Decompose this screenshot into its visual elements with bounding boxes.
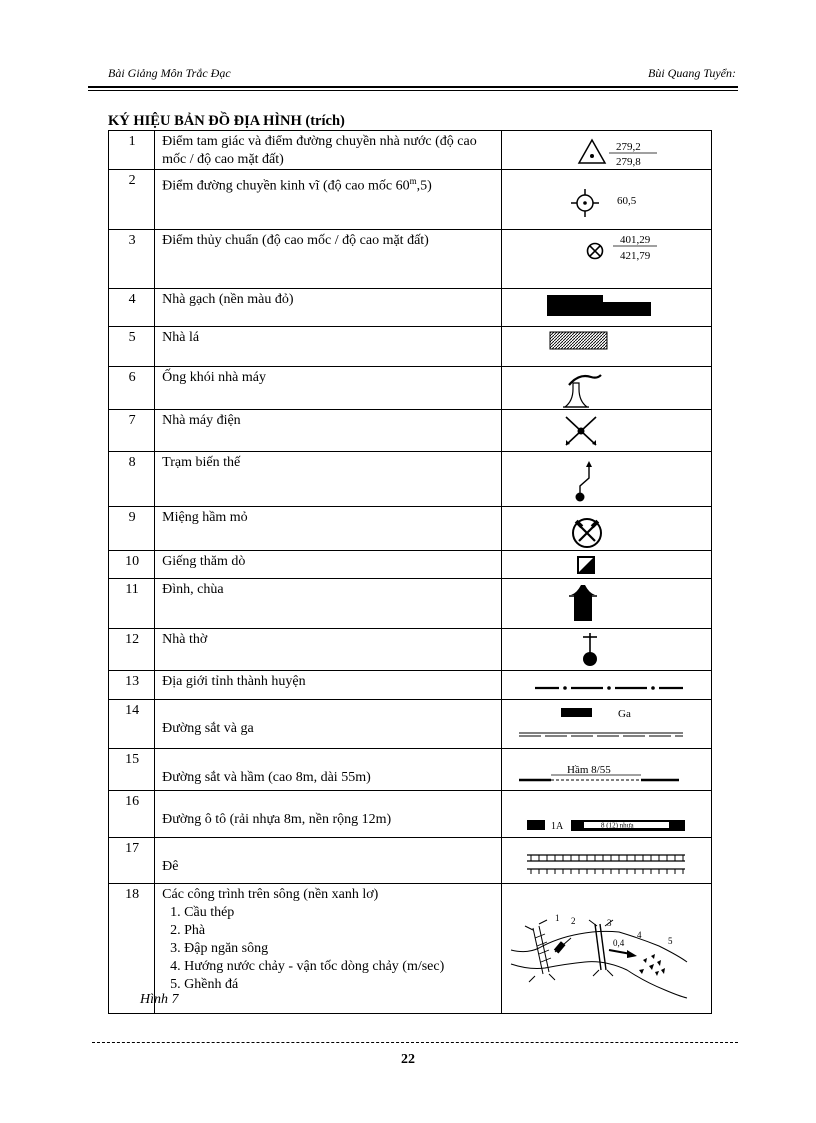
row-number: 10 — [109, 551, 155, 579]
list-item: 1. Cầu thép — [170, 905, 235, 920]
row-description — [155, 838, 502, 884]
figure-caption: Hình 7 — [140, 992, 179, 1007]
symbol-label: Hầm 8/55 — [566, 764, 611, 776]
row-symbol — [501, 410, 711, 452]
table-title: KÝ HIỆU BẢN ĐỒ ĐỊA HÌNH (trích) — [108, 113, 345, 129]
thatched-house-icon — [509, 329, 705, 366]
table-row — [109, 507, 712, 551]
structure-label: 5 — [667, 936, 673, 946]
symbol-label: 1A — [550, 821, 564, 832]
pagoda-icon — [509, 581, 705, 628]
row-number: 3 — [109, 230, 155, 289]
row-symbol — [501, 671, 711, 700]
row-symbol — [501, 838, 711, 884]
desc-superscript: m — [409, 176, 417, 186]
row-number: 9 — [109, 507, 155, 551]
table-row — [109, 791, 712, 838]
benchmark-icon — [509, 232, 705, 288]
triangulation-point-icon — [509, 133, 705, 169]
list-item: 5. Ghềnh đá — [170, 977, 239, 992]
row-number: 8 — [109, 452, 155, 507]
transformer-station-icon — [509, 454, 705, 506]
row-number: 15 — [109, 749, 155, 791]
church-icon — [509, 631, 705, 670]
row-description: Địa giới tỉnh thành huyện — [155, 671, 502, 700]
traverse-point-icon — [509, 172, 705, 229]
table-row — [109, 289, 712, 327]
structure-label: 1 — [554, 913, 560, 923]
page-number: 22 — [401, 1052, 415, 1067]
row-description: Điểm thủy chuẩn (độ cao mốc / độ cao mặt đất) — [155, 230, 502, 289]
row-description: Giếng thăm dò — [155, 551, 502, 579]
row-number: 2 — [109, 170, 155, 230]
row-symbol — [501, 884, 711, 1014]
factory-chimney-icon — [509, 369, 705, 409]
symbol-label: Ga — [617, 708, 631, 720]
table-row — [109, 131, 712, 170]
row-number: 17 — [109, 838, 155, 884]
table-row — [109, 230, 712, 289]
row-description — [155, 700, 502, 749]
row-description — [155, 791, 502, 838]
row-symbol — [501, 131, 711, 170]
table-row — [109, 452, 712, 507]
symbol-label: 8 (12) nhựa — [600, 821, 634, 830]
list-item: 2. Phà — [170, 923, 206, 938]
desc-text: ,5) — [416, 178, 432, 194]
row-number: 14 — [109, 700, 155, 749]
row-symbol — [501, 551, 711, 579]
footer-rule — [92, 1042, 738, 1043]
table-row — [109, 327, 712, 367]
table-row — [109, 410, 712, 452]
header-rule — [88, 86, 738, 91]
desc-text: Đường ô tô (rải nhựa 8m, nền rộng 12m) — [162, 812, 392, 827]
row-symbol — [501, 367, 711, 410]
row-number: 5 — [109, 327, 155, 367]
row-description: Điểm tam giác và điểm đường chuyền nhà nước (độ cao mốc / độ cao mặt đất) — [155, 131, 502, 170]
desc-text: Đê — [162, 859, 179, 874]
row-symbol — [501, 170, 711, 230]
row-symbol — [501, 289, 711, 327]
header-course-title: Bài Giảng Môn Trắc Đạc — [108, 66, 231, 80]
power-plant-icon — [509, 412, 705, 451]
railway-tunnel-icon — [509, 751, 705, 790]
table-row — [109, 367, 712, 410]
symbol-value: 60,5 — [616, 195, 637, 207]
table-row — [109, 579, 712, 629]
table-row — [109, 170, 712, 230]
list-item: 3. Đập ngăn sông — [170, 941, 269, 956]
row-description: Ống khói nhà máy — [155, 367, 502, 410]
table-row — [109, 884, 712, 1014]
row-description: Nhà thờ — [155, 629, 502, 671]
row-description: Nhà máy điện — [155, 410, 502, 452]
row-number: 7 — [109, 410, 155, 452]
list-item: 4. Hướng nước chảy - vận tốc dòng chảy (m/sec) — [170, 959, 445, 974]
flow-speed-label: 0,4 — [612, 938, 625, 948]
row-description — [155, 170, 502, 230]
row-symbol — [501, 230, 711, 289]
table-row — [109, 749, 712, 791]
river-structures-icon — [509, 886, 705, 1013]
row-symbol — [501, 700, 711, 749]
desc-text: Đường sắt và ga — [162, 721, 254, 736]
exploration-well-icon — [509, 553, 705, 578]
railway-station-icon — [509, 702, 705, 748]
row-number: 11 — [109, 579, 155, 629]
structure-label: 2 — [570, 916, 576, 926]
row-number: 18 — [109, 884, 155, 1014]
row-symbol — [501, 749, 711, 791]
row-number: 12 — [109, 629, 155, 671]
row-symbol — [501, 791, 711, 838]
row-description: Nhà gạch (nền màu đỏ) — [155, 289, 502, 327]
desc-text: Các công trình trên sông (nền xanh lơ) — [162, 887, 379, 902]
table-row — [109, 671, 712, 700]
map-symbol-table — [108, 130, 712, 1014]
table-row — [109, 551, 712, 579]
row-description: Đình, chùa — [155, 579, 502, 629]
table-row — [109, 700, 712, 749]
row-description — [155, 749, 502, 791]
symbol-value: 279,2 — [615, 141, 641, 153]
row-number: 6 — [109, 367, 155, 410]
row-number: 16 — [109, 791, 155, 838]
row-symbol — [501, 629, 711, 671]
structure-label: 3 — [606, 918, 612, 928]
highway-icon — [509, 793, 705, 837]
row-description: Trạm biến thế — [155, 452, 502, 507]
table-row — [109, 629, 712, 671]
row-number: 4 — [109, 289, 155, 327]
row-number: 13 — [109, 671, 155, 700]
row-symbol — [501, 579, 711, 629]
brick-house-icon — [509, 291, 705, 326]
desc-text: Đường sắt và hầm (cao 8m, dài 55m) — [162, 770, 371, 785]
row-description — [155, 884, 502, 1014]
dike-icon — [509, 840, 705, 883]
administrative-boundary-icon — [509, 673, 705, 699]
header-author: Bùi Quang Tuyển: — [648, 66, 736, 80]
row-description: Miệng hầm mỏ — [155, 507, 502, 551]
row-number: 1 — [109, 131, 155, 170]
row-symbol — [501, 507, 711, 551]
table-row — [109, 838, 712, 884]
symbol-value: 279,8 — [615, 156, 641, 168]
desc-text: Điểm đường chuyền kinh vĩ (độ cao mốc 60 — [162, 178, 410, 194]
river-works-list — [170, 904, 495, 994]
row-symbol — [501, 327, 711, 367]
symbol-value: 421,79 — [619, 250, 651, 262]
symbol-value: 401,29 — [619, 234, 651, 246]
structure-label: 4 — [636, 930, 642, 940]
row-symbol — [501, 452, 711, 507]
row-description: Nhà lá — [155, 327, 502, 367]
mine-entrance-icon — [509, 509, 705, 550]
